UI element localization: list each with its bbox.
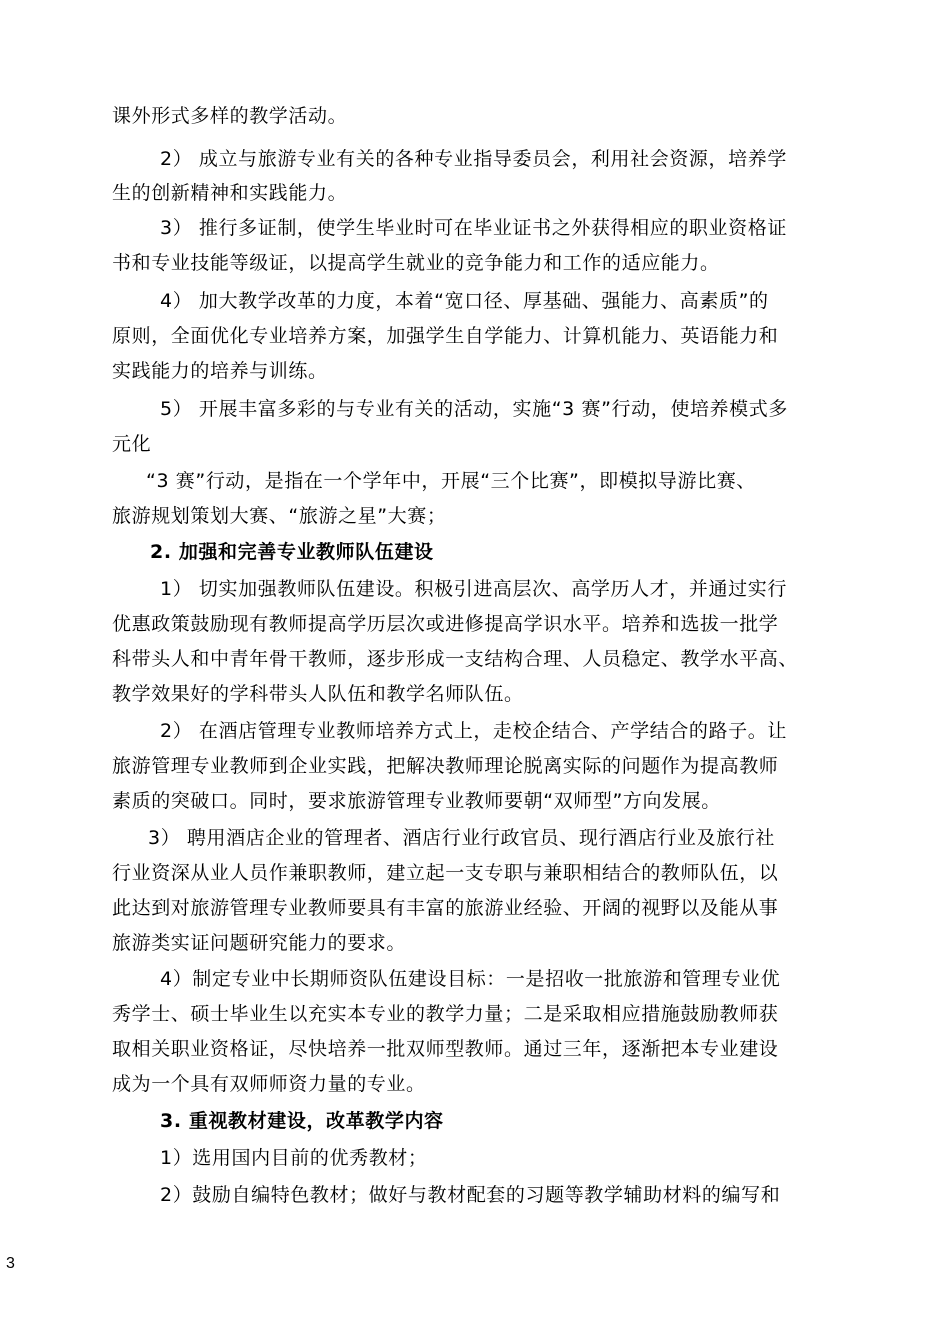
text-line: 书和专业技能等级证，以提高学生就业的竞争能力和工作的适应能力。 <box>112 252 720 274</box>
text-line: 行业资深从业人员作兼职教师，建立起一支专职与兼职相结合的教师队伍，以 <box>112 862 779 884</box>
text-line: 5） 开展丰富多彩的与专业有关的活动，实施“3 赛”行动，使培养模式多 <box>160 398 788 420</box>
text-line: 旅游规划策划大赛、“旅游之星”大赛； <box>112 505 447 527</box>
text-line: 秀学士、硕士毕业生以充实本专业的教学力量；二是采取相应措施鼓励教师获 <box>112 1003 779 1025</box>
text-line: 旅游管理专业教师到企业实践，把解决教师理论脱离实际的问题作为提高教师 <box>112 755 779 777</box>
section-heading: 2. 加强和完善专业教师队伍建设 <box>150 541 434 563</box>
text-line: 取相关职业资格证，尽快培养一批双师型教师。通过三年，逐渐把本专业建设 <box>112 1038 779 1060</box>
text-line: 1） 切实加强教师队伍建设。积极引进高层次、高学历人才，并通过实行 <box>160 578 787 600</box>
text-line: 旅游类实证问题研究能力的要求。 <box>112 932 407 954</box>
text-line: 优惠政策鼓励现有教师提高学历层次或进修提高学识水平。培养和选拔一批学 <box>112 613 779 635</box>
text-line: 原则，全面优化专业培养方案，加强学生自学能力、计算机能力、英语能力和 <box>112 325 779 347</box>
text-line: 科带头人和中青年骨干教师，逐步形成一支结构合理、人员稳定、教学水平高、 <box>112 648 799 670</box>
text-line: 2） 在酒店管理专业教师培养方式上，走校企结合、产学结合的路子。让 <box>160 720 787 742</box>
text-line: “3 赛”行动，是指在一个学年中，开展“三个比赛”，即模拟导游比赛、 <box>146 470 756 492</box>
text-line: 2） 成立与旅游专业有关的各种专业指导委员会，利用社会资源，培养学 <box>160 148 787 170</box>
text-line: 2）鼓励自编特色教材；做好与教材配套的习题等教学辅助材料的编写和 <box>160 1184 781 1206</box>
text-line: 生的创新精神和实践能力。 <box>112 182 348 204</box>
text-line: 元化 <box>112 433 152 455</box>
text-line: 成为一个具有双师师资力量的专业。 <box>112 1073 426 1095</box>
page-number: 3 <box>6 1255 15 1272</box>
text-line: 教学效果好的学科带头人队伍和教学名师队伍。 <box>112 683 524 705</box>
text-line: 4） 加大教学改革的力度，本着“宽口径、厚基础、强能力、高素质”的 <box>160 290 769 312</box>
text-line: 实践能力的培养与训练。 <box>112 360 328 382</box>
text-line: 4）制定专业中长期师资队伍建设目标：一是招收一批旅游和管理专业优 <box>160 968 781 990</box>
text-line: 此达到对旅游管理专业教师要具有丰富的旅游业经验、开阔的视野以及能从事 <box>112 897 779 919</box>
text-line: 3） 推行多证制，使学生毕业时可在毕业证书之外获得相应的职业资格证 <box>160 217 787 239</box>
section-heading: 3. 重视教材建设，改革教学内容 <box>160 1110 444 1132</box>
text-line: 课外形式多样的教学活动。 <box>112 105 348 127</box>
text-line: 1）选用国内目前的优秀教材； <box>160 1147 428 1169</box>
text-line: 3） 聘用酒店企业的管理者、酒店行业行政官员、现行酒店行业及旅行社 <box>148 827 775 849</box>
text-line: 素质的突破口。同时，要求旅游管理专业教师要朝“双师型”方向发展。 <box>112 790 721 812</box>
